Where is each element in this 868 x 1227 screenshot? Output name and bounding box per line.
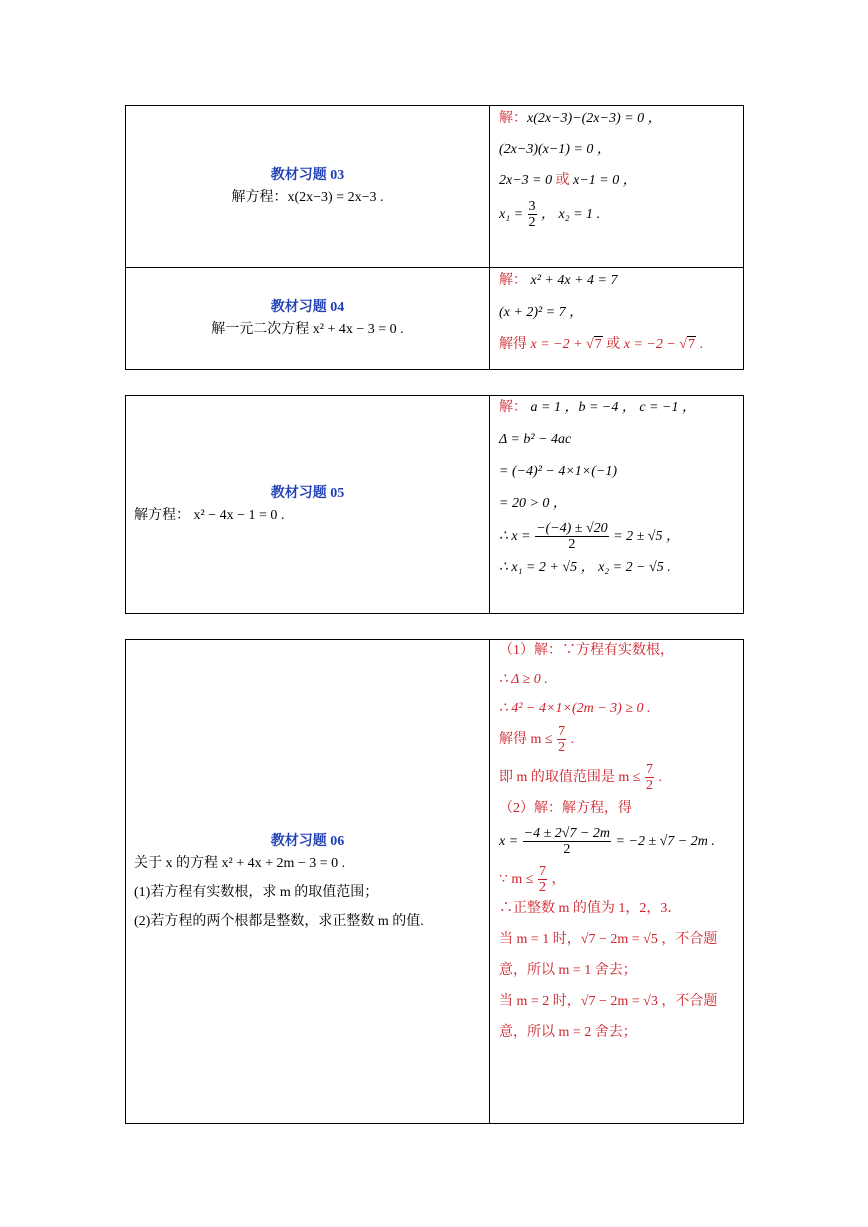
ex03-question-cell: [126, 106, 490, 268]
ex03-sol-fraction: [528, 199, 537, 230]
ex06-sol-line6: （2）解：解方程，得: [499, 801, 632, 816]
ex04-sol-or: 或: [602, 337, 624, 352]
ex04-sol-line1: x² + 4x + 4 = 7: [527, 273, 618, 288]
ex06-question-line1: 关于 x 的方程 x² + 4x + 2m − 3 = 0 .: [134, 855, 346, 871]
ex04-sol-end: .: [696, 337, 703, 352]
ex06-frac1-num: 7: [558, 724, 566, 740]
ex03-question: 解方程：x(2x−3) = 2x−3 .: [231, 189, 384, 205]
ex03-sol-or: 或: [555, 173, 570, 188]
ex06-sol-frac1: [557, 724, 566, 755]
ex06-sol-frac2: [645, 762, 654, 793]
ex06-frac1-den: 2: [558, 740, 566, 756]
ex03-sol-line1: x(2x−3)−(2x−3) = 0 ，: [527, 111, 662, 126]
ex06-sol-line4b: .: [567, 732, 575, 747]
ex05-sol-line3: = (−4)² − 4×1×(−1): [499, 464, 618, 479]
ex04-sol-label2: 解得: [499, 337, 527, 352]
ex03-frac-den: 2: [528, 215, 536, 231]
ex04-question-cell: [126, 268, 490, 370]
ex06-sol-line8a: ∵ m ≤: [499, 872, 537, 887]
ex06-question-line2: (1)若方程有实数根，求 m 的取值范围；: [134, 884, 379, 900]
ex05-sol-line5b: = 2 ± √5 ，: [609, 529, 680, 544]
ex06-question-cell: [126, 640, 490, 1124]
exercise-table-2: [125, 395, 744, 614]
ex05-question-cell: [126, 396, 490, 614]
ex05-solution-cell: [490, 396, 744, 614]
ex06-sol-frac4: [538, 864, 547, 895]
ex04-sol-line3a: x = −2 + √: [527, 337, 594, 352]
ex06-frac3-num: −4 ± 2√7 − 2m: [523, 826, 611, 842]
ex06-sol-line7a: x =: [499, 834, 522, 849]
ex04-solution-cell: [490, 268, 744, 370]
ex04-sol-root2: 7: [688, 337, 695, 352]
exercise-table-1: [125, 105, 744, 370]
ex05-sol-line2: Δ = b² − 4ac: [499, 432, 572, 447]
ex06-sol-line10: 当 m = 1 时，√7 − 2m = √5 ，不合题: [499, 932, 718, 947]
ex03-sol-line4b: ， x₂ = 1 .: [537, 207, 601, 222]
ex06-sol-line4a: 解得 m ≤: [499, 732, 557, 747]
ex05-sol-fraction: [535, 521, 609, 552]
ex06-sol-line8b: ，: [547, 872, 566, 887]
ex06-sol-line11: 意，所以 m = 1 舍去；: [499, 963, 637, 978]
ex03-sol-line2: (2x−3)(x−1) = 0 ，: [499, 142, 611, 157]
ex06-solution-cell: [490, 640, 744, 1124]
ex06-title: 教材习题 06: [270, 833, 345, 849]
ex06-sol-line7b: = −2 ± √7 − 2m .: [612, 834, 715, 849]
ex06-question-line3: (2)若方程的两个根都是整数，求正整数 m 的值.: [134, 913, 424, 929]
ex05-sol-line6: ∴ x₁ = 2 + √5 ， x₂ = 2 − √5 .: [499, 560, 671, 575]
ex04-sol-line3b: x = −2 − √: [623, 337, 687, 352]
ex06-frac2-den: 2: [645, 778, 653, 794]
ex06-sol-line5a: 即 m 的取值范围是 m ≤: [499, 770, 644, 785]
ex06-frac4-den: 2: [538, 880, 546, 896]
ex04-sol-root1: 7: [594, 337, 602, 352]
ex05-title: 教材习题 05: [270, 485, 345, 501]
ex06-sol-line12: 当 m = 2 时，√7 − 2m = √3 ，不合题: [499, 994, 718, 1009]
ex06-frac2-num: 7: [645, 762, 653, 778]
ex06-frac4-num: 7: [538, 864, 546, 880]
ex06-sol-line9: ∴正整数 m 的值为 1，2，3．: [499, 901, 682, 916]
ex06-sol-line2: ∴ Δ ≥ 0 .: [499, 672, 548, 687]
ex05-frac-num: −(−4) ± √20: [536, 521, 608, 537]
ex06-sol-line1: （1）解：∵方程有实数根，: [499, 643, 674, 658]
ex05-question: 解方程： x² − 4x − 1 = 0 .: [134, 507, 285, 523]
ex04-question: 解一元二次方程 x² + 4x − 3 = 0 .: [211, 321, 404, 337]
ex05-sol-label: 解：: [499, 400, 527, 415]
ex06-sol-line13: 意，所以 m = 2 舍去；: [499, 1025, 637, 1040]
ex03-sol-line4a: x₁ =: [499, 207, 527, 222]
ex05-sol-line5a: ∴ x =: [499, 529, 535, 544]
ex03-sol-line3a: 2x−3 = 0: [499, 173, 556, 188]
ex03-sol-line3b: x−1 = 0 ，: [569, 173, 637, 188]
ex04-sol-line2: (x + 2)² = 7 ，: [499, 305, 584, 320]
ex03-frac-num: 3: [528, 199, 536, 215]
ex03-solution-cell: [490, 106, 744, 268]
ex05-frac-den: 2: [568, 537, 576, 553]
ex05-sol-line1: a = 1 ，b = −4 ， c = −1 ，: [527, 400, 696, 415]
ex03-title: 教材习题 03: [270, 167, 345, 183]
ex04-sol-label: 解：: [499, 273, 527, 288]
ex04-title: 教材习题 04: [270, 299, 345, 315]
exercise-table-3: [125, 639, 744, 1124]
ex03-sol-label: 解：: [499, 111, 527, 126]
ex06-sol-line5b: .: [654, 770, 662, 785]
ex06-sol-line3: ∴ 4² − 4×1×(2m − 3) ≥ 0 .: [499, 701, 651, 716]
ex06-sol-frac3: [523, 826, 611, 857]
ex05-sol-line4: = 20 > 0 ，: [499, 496, 567, 511]
ex06-frac3-den: 2: [563, 842, 571, 858]
